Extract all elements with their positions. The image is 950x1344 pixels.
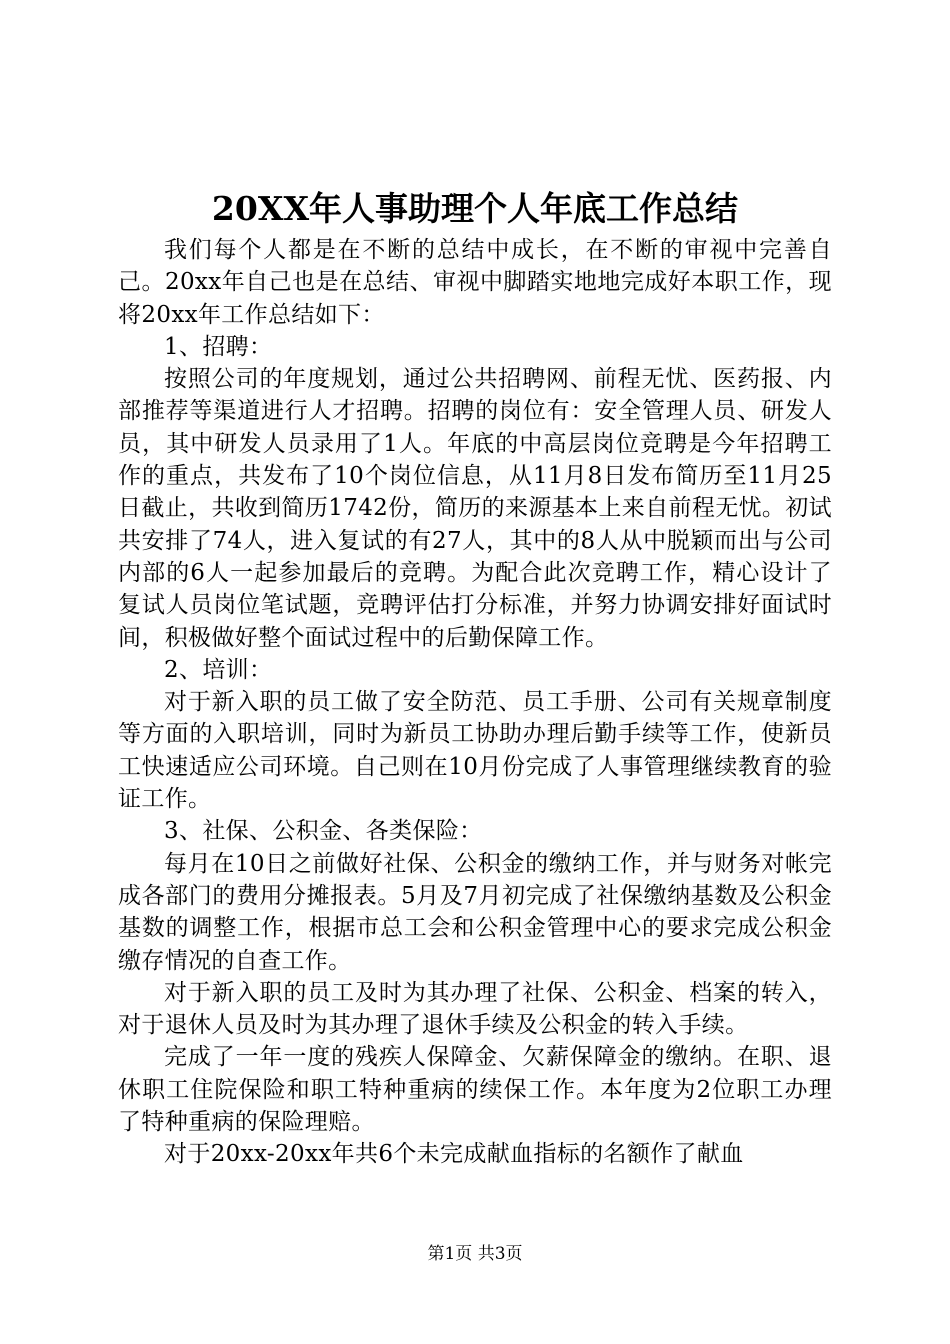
section-heading-recruitment: 1、招聘：: [164, 333, 273, 360]
insurance-paragraph-2: 对于新入职的员工及时为其办理了社保、公积金、档案的转入，对于退休人员及时为其办理了退休手续及公积金的转入手续。: [118, 979, 832, 1039]
document-body: [118, 234, 832, 1171]
section-heading-training: 2、培训：: [164, 656, 273, 683]
intro-paragraph: 我们每个人都是在不断的总结中成长，在不断的审视中完善自己。20xx年自己也是在总结、审视中脚踏实地地完成好本职工作，现将20xx年工作总结如下：: [118, 237, 832, 328]
blood-donation-paragraph: 对于20xx-20xx年共6个未完成献血指标的名额作了献血: [164, 1141, 744, 1168]
document-title: 20XX年人事助理个人年底工作总结: [211, 189, 739, 228]
training-paragraph: 对于新入职的员工做了安全防范、员工手册、公司有关规章制度等方面的入职培训，同时为新员工协助办理后勤手续等工作，使新员工快速适应公司环境。自己则在10月份完成了人事管理继续教育的验证工作。: [118, 689, 832, 813]
insurance-paragraph-1: 每月在10日之前做好社保、公积金的缴纳工作，并与财务对帐完成各部门的费用分摊报表。5月及7月初完成了社保缴纳基数及公积金基数的调整工作，根据市总工会和公积金管理中心的要求完成公积金缴存情况的自查工作。: [118, 850, 832, 974]
section-heading-insurance: 3、社保、公积金、各类保险：: [164, 818, 483, 845]
insurance-paragraph-3: 完成了一年一度的残疾人保障金、欠薪保障金的缴纳。在职、退休职工住院保险和职工特种重病的续保工作。本年度为2位职工办理了特种重病的保险理赔。: [118, 1044, 832, 1136]
recruitment-paragraph: 按照公司的年度规划，通过公共招聘网、前程无忧、医药报、内部推荐等渠道进行人才招聘。招聘的岗位有：安全管理人员、研发人员，其中研发人员录用了1人。年底的中高层岗位竞聘是今年招聘工作的重点，共发布了10个岗位信息，从11月8日发布简历至11月25日截止，共收到简历1742份，简历的来源基本上来自前程无忧。初试共安排了74人，进入复试的有27人，其中的8人从中脱颖而出与公司内部的6人一起参加最后的竞聘。为配合此次竞聘工作，精心设计了复试人员岗位笔试题，竞聘评估打分标准，并努力协调安排好面试时间，积极做好整个面试过程中的后勤保障工作。: [118, 366, 832, 651]
page-footer: 第1页 共3页: [427, 1244, 523, 1264]
